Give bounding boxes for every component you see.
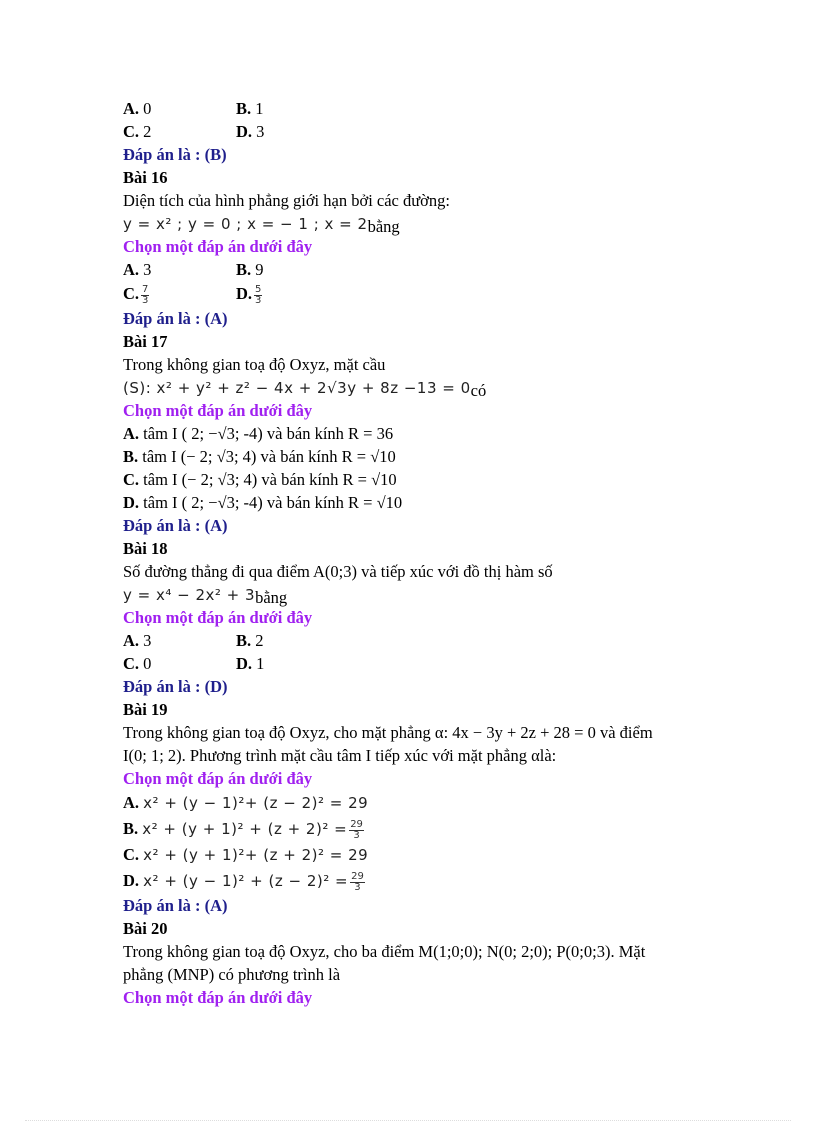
q19-option-d-fraction [350, 872, 365, 893]
q15-options-row-1 [123, 97, 763, 120]
q16-choose-label: Chọn một đáp án dưới đây [123, 237, 313, 256]
q16-option-c-fraction [141, 285, 149, 306]
denominator: 3 [142, 294, 149, 306]
q17-title: Bài 17 [123, 332, 168, 351]
option-c-label: C. [123, 470, 140, 489]
q18-formula: y = x⁴ − 2x² + 3 [123, 586, 256, 604]
q16-title: Bài 16 [123, 168, 168, 187]
q16-option-d-fraction [254, 285, 262, 306]
option-c-label: C. [123, 845, 140, 864]
q16-trail-text: bằng [367, 217, 400, 236]
numerator: 29 [350, 818, 363, 830]
q17-option-d: tâm I ( 2; −√3; -4) và bán kính R = √10 [143, 493, 403, 512]
q17-formula-line [123, 376, 763, 399]
numerator: 7 [142, 283, 149, 295]
q19-choose-label: Chọn một đáp án dưới đây [123, 769, 313, 788]
denominator: 3 [354, 881, 361, 893]
q19-answer: Đáp án là : (A) [123, 896, 228, 915]
q20-text-1: Trong không gian toạ độ Oxyz, cho ba điểm M(1;0;0); N(0; 2;0); P(0;0;3). Mặt [123, 942, 646, 961]
option-b-label: B. [123, 819, 139, 838]
q16-formula: y = x² ; y = 0 ; x = − 1 ; x = 2 [123, 215, 368, 233]
option-b-label: B. [123, 447, 139, 466]
q19-option-d-line [123, 868, 763, 894]
q19-option-b-line [123, 816, 763, 842]
q15-option-a: 0 [143, 99, 152, 118]
numerator: 29 [351, 870, 364, 882]
q18-option-b: 2 [255, 631, 264, 650]
q18-option-d: 1 [256, 654, 265, 673]
q19-option-a-line [123, 790, 763, 816]
q18-trail-text: bằng [255, 588, 288, 607]
q17-formula: (S): x² + y² + z² − 4x + 2√3y + 8z −13 = 0 [123, 379, 471, 397]
q18-options-row-2 [123, 652, 763, 675]
q20-choose-label: Chọn một đáp án dưới đây [123, 988, 313, 1007]
q16-formula-line [123, 212, 763, 235]
q16-options-row-1 [123, 258, 763, 281]
q19-option-b: x² + (y + 1)² + (z + 2)² = [142, 820, 348, 838]
q19-title: Bài 19 [123, 700, 168, 719]
q17-option-c: tâm I (− 2; √3; 4) và bán kính R = √10 [143, 470, 397, 489]
document-page [123, 97, 763, 1009]
q18-title: Bài 18 [123, 539, 168, 558]
q18-option-c: 0 [143, 654, 152, 673]
option-d-label: D. [236, 654, 253, 673]
q19-text-2: I(0; 1; 2). Phương trình mặt cầu tâm I tiếp xúc với mặt phẳng αlà: [123, 746, 557, 765]
q16-options-row-2 [123, 281, 763, 307]
option-c-label: C. [123, 654, 140, 673]
q17-trail-text: có [470, 381, 487, 400]
numerator: 5 [255, 283, 262, 295]
option-b-label: B. [236, 260, 252, 279]
q17-option-a: tâm I ( 2; −√3; -4) và bán kính R = 36 [143, 424, 394, 443]
q18-answer: Đáp án là : (D) [123, 677, 228, 696]
q16-option-a: 3 [143, 260, 152, 279]
q17-choose-label: Chọn một đáp án dưới đây [123, 401, 313, 420]
option-d-label: D. [123, 493, 140, 512]
option-d-label: D. [123, 871, 140, 890]
option-b-label: B. [236, 99, 252, 118]
q15-option-c: 2 [143, 122, 152, 141]
q19-option-c: x² + (y + 1)²+ (z + 2)² = 29 [143, 846, 369, 864]
q18-choose-label: Chọn một đáp án dưới đây [123, 608, 313, 627]
q15-answer: Đáp án là : (B) [123, 145, 227, 164]
q19-option-a: x² + (y − 1)²+ (z − 2)² = 29 [143, 794, 369, 812]
q17-text: Trong không gian toạ độ Oxyz, mặt cầu [123, 355, 386, 374]
denominator: 3 [255, 294, 262, 306]
option-d-label: D. [236, 122, 253, 141]
q15-options-row-2 [123, 120, 763, 143]
q17-answer: Đáp án là : (A) [123, 516, 228, 535]
q19-text-1: Trong không gian toạ độ Oxyz, cho mặt phẳng α: 4x − 3y + 2z + 28 = 0 và điểm [123, 723, 653, 742]
q19-option-b-fraction [349, 820, 364, 841]
option-a-label: A. [123, 631, 140, 650]
q16-answer: Đáp án là : (A) [123, 309, 228, 328]
q19-option-d: x² + (y − 1)² + (z − 2)² = [143, 872, 349, 890]
q17-option-d-line [123, 491, 763, 514]
option-a-label: A. [123, 99, 140, 118]
option-c-label: C. [123, 284, 140, 303]
q17-option-b-line [123, 445, 763, 468]
option-a-label: A. [123, 793, 140, 812]
q18-options-row-1 [123, 629, 763, 652]
q17-option-a-line [123, 422, 763, 445]
q20-title: Bài 20 [123, 919, 168, 938]
option-a-label: A. [123, 260, 140, 279]
option-d-label: D. [236, 284, 253, 303]
option-c-label: C. [123, 122, 140, 141]
q20-text-2: phẳng (MNP) có phương trình là [123, 965, 341, 984]
option-a-label: A. [123, 424, 140, 443]
q18-text: Số đường thẳng đi qua điểm A(0;3) và tiếp xúc với đồ thị hàm số [123, 562, 553, 581]
q16-option-b: 9 [255, 260, 264, 279]
q15-option-b: 1 [255, 99, 264, 118]
q15-option-d: 3 [256, 122, 265, 141]
page-bottom-divider [25, 1120, 791, 1121]
q18-option-a: 3 [143, 631, 152, 650]
option-b-label: B. [236, 631, 252, 650]
q17-option-c-line [123, 468, 763, 491]
q18-formula-line [123, 583, 763, 606]
q17-option-b: tâm I (− 2; √3; 4) và bán kính R = √10 [142, 447, 396, 466]
denominator: 3 [353, 829, 360, 841]
q16-text: Diện tích của hình phẳng giới hạn bởi các đường: [123, 191, 450, 210]
q19-option-c-line [123, 842, 763, 868]
